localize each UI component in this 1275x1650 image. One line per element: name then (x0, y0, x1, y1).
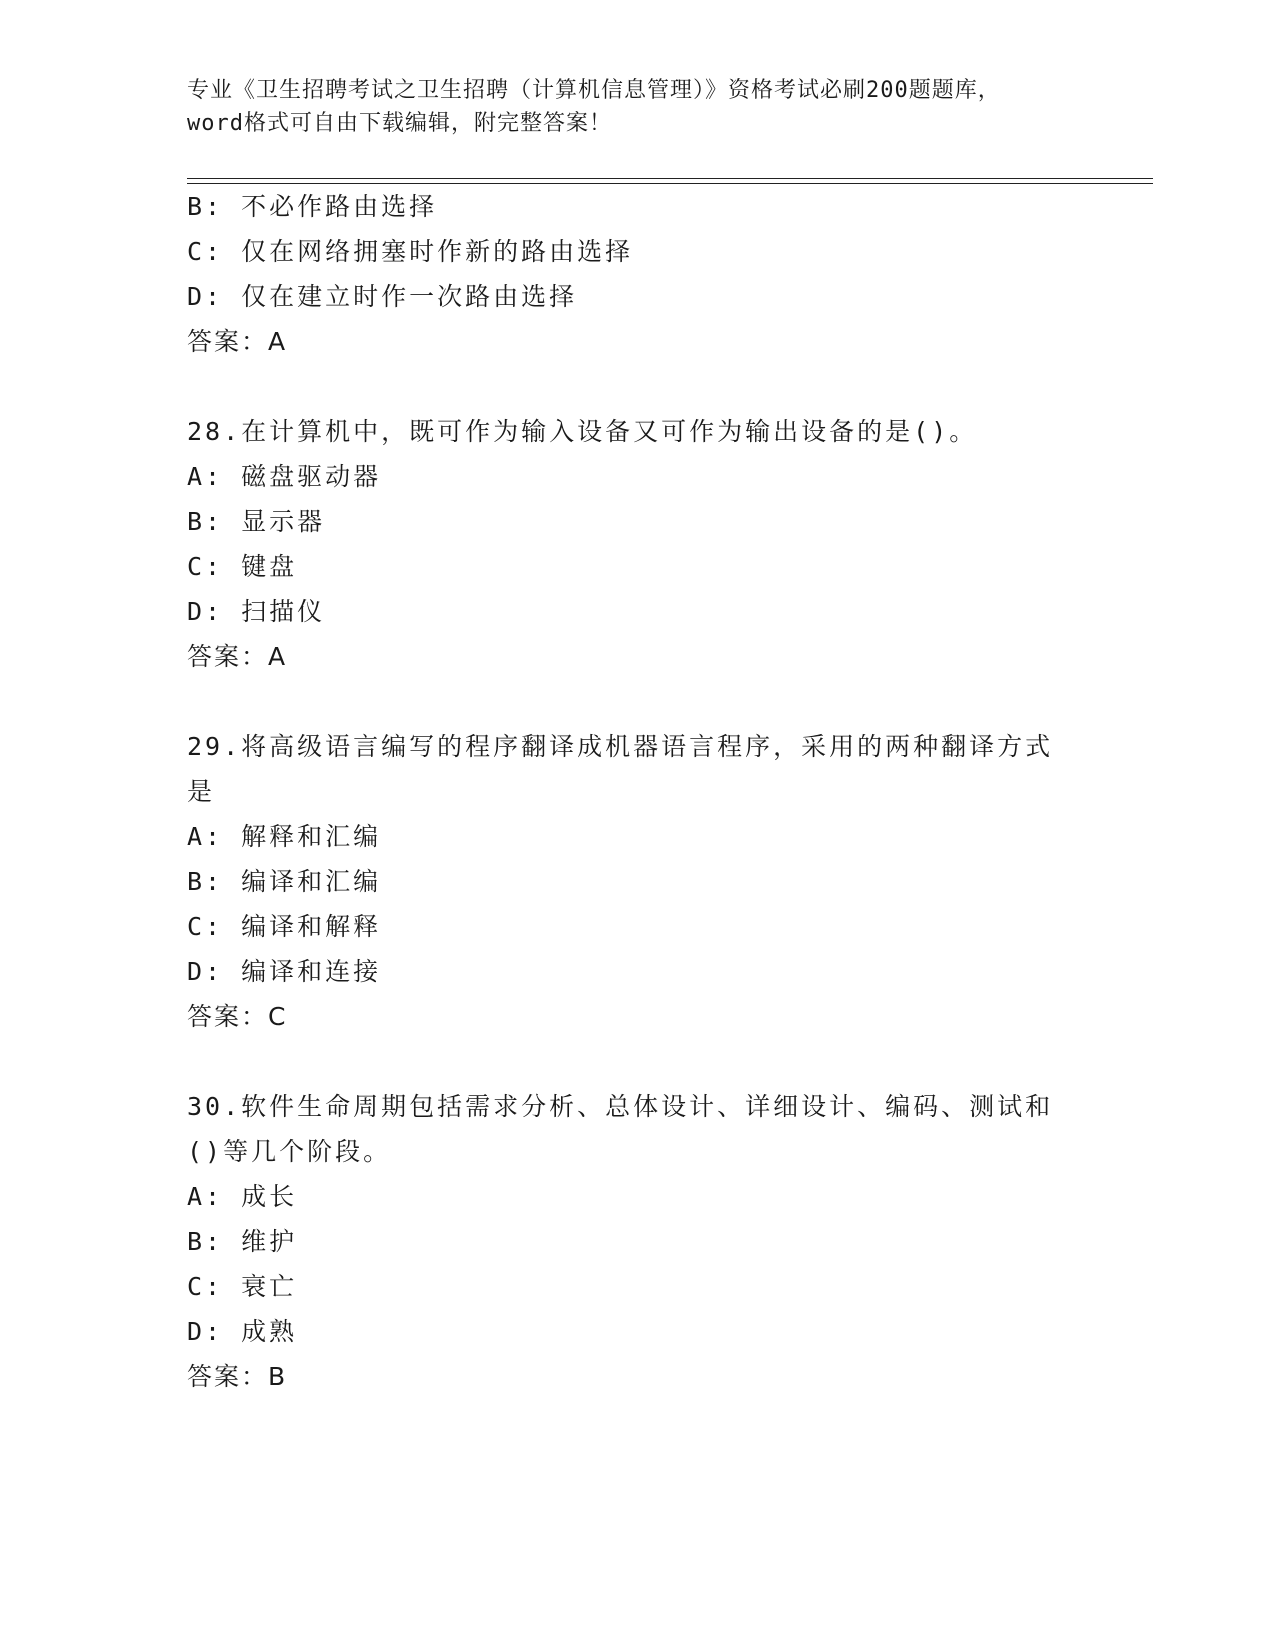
q30-answer: 答案：B (187, 1362, 288, 1391)
q28-answer: 答案：A (187, 642, 288, 671)
q28-option-d: D: 扫描仪 (187, 597, 326, 626)
header-title-line-2: word格式可自由下载编辑，附完整答案！ (187, 111, 612, 136)
q28-stem: 28.在计算机中，既可作为输入设备又可作为输出设备的是()。 (187, 417, 978, 446)
q28-option-c: C: 键盘 (187, 552, 298, 581)
q30-option-a: A: 成长 (187, 1182, 298, 1211)
q30-stem-line-2: ()等几个阶段。 (187, 1137, 392, 1166)
q28-option-a: A: 磁盘驱动器 (187, 462, 382, 491)
q30-option-c: C: 衰亡 (187, 1272, 298, 1301)
q29-option-a: A: 解释和汇编 (187, 822, 382, 851)
q29-option-c: C: 编译和解释 (187, 912, 382, 941)
q29-stem-line-1: 29.将高级语言编写的程序翻译成机器语言程序，采用的两种翻译方式 (187, 732, 1054, 761)
q29-answer: 答案：C (187, 1002, 288, 1031)
header-divider-top (187, 178, 1153, 179)
q30-option-b: B: 维护 (187, 1227, 298, 1256)
header-divider-bottom (187, 183, 1153, 184)
q30-stem-line-1: 30.软件生命周期包括需求分析、总体设计、详细设计、编码、测试和 (187, 1092, 1054, 1121)
q30-option-d: D: 成熟 (187, 1317, 298, 1346)
prev-option-b: B: 不必作路由选择 (187, 192, 438, 221)
prev-option-d: D: 仅在建立时作一次路由选择 (187, 282, 578, 311)
prev-option-c: C: 仅在网络拥塞时作新的路由选择 (187, 237, 634, 266)
prev-answer: 答案：A (187, 327, 288, 356)
q29-option-d: D: 编译和连接 (187, 957, 382, 986)
q29-stem-line-2: 是 (187, 777, 216, 806)
q29-option-b: B: 编译和汇编 (187, 867, 382, 896)
document-header (187, 74, 1087, 140)
header-title-line-1: 专业《卫生招聘考试之卫生招聘（计算机信息管理）》资格考试必刷200题题库， (187, 78, 1001, 103)
q28-option-b: B: 显示器 (187, 507, 326, 536)
